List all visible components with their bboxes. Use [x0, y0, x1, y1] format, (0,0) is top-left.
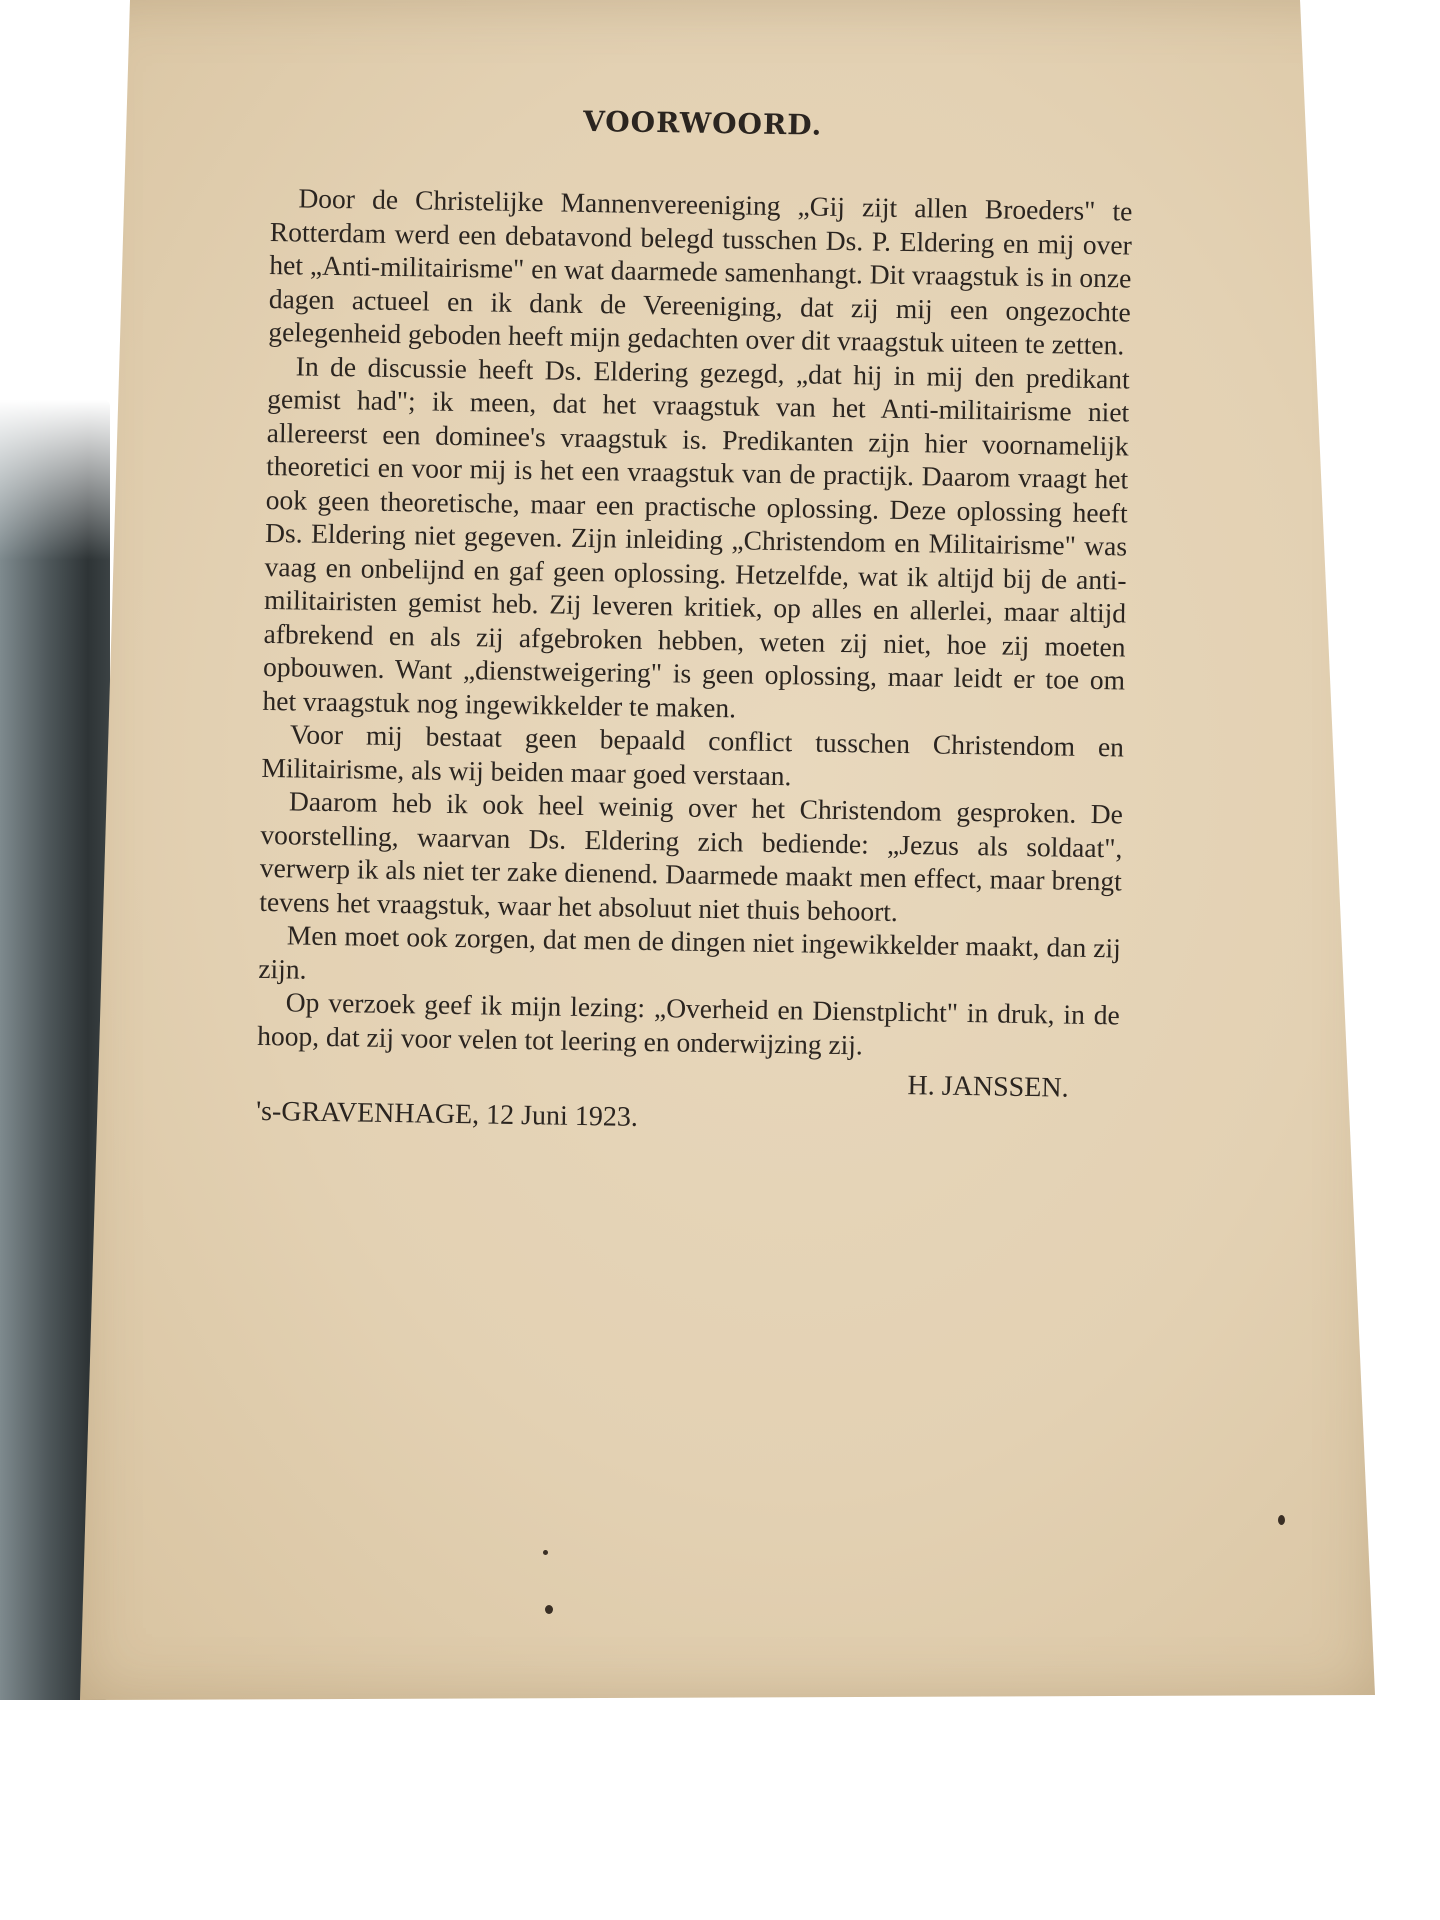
paragraph-3: Voor mij bestaat geen bepaald conflict tusschen Christendom en Militairisme, als wij beiden maar goed verstaan. — [261, 718, 1125, 791]
paragraph-4: Daarom heb ik ook heel weinig over het Christendom gesproken. De voorstelling, waarvan Ds. Eldering zich bediende: „Jezus als soldaat", verwerp ik als niet ter zake dienend. Daarmede maakt men effect, maar brengt tevens het vraagstuk, waar het absoluut niet thuis behoort. — [259, 785, 1124, 927]
paper-speck — [1278, 1515, 1285, 1525]
paragraph-2: In de discussie heeft Ds. Eldering gezegd, „dat hij in mij den predikant gemist had"; ik meen, dat het vraagstuk van het Anti-militairisme niet allereerst een dominee's vraagstuk is. Predikanten zijn hier voornamelijk theoretici en voor mij is het een vraagstuk van de practijk. Daarom vraagt het ook geen theoretische, maar een practische oplossing. Deze oplossing heeft Ds. Eldering niet gegeven. Zijn inleiding „Christendom en Militairisme" was vaag en onbelijnd en gaf geen oplossing. Hetzelfde, wat ik altijd bij de anti-militairisten gemist heb. Zij leveren kritiek, op alles en allerlei, maar altijd afbrekend en als zij afgebroken hebben, weten zij niet, hoe zij moeten opbouwen. Want „dienstweigering" is geen oplossing, maar leidt er toe om het vraagstuk nog ingewikkelder te maken. — [262, 349, 1130, 723]
paragraph-6: Op verzoek geef ik mijn lezing: „Overheid en Dienstplicht" in druk, in de hoop, dat zij voor velen tot leering en onderwijzing zij. — [257, 986, 1120, 1060]
author-signature: H. JANSSEN. — [907, 1070, 1069, 1104]
page-text — [256, 100, 1134, 1141]
paper-speck — [543, 1550, 548, 1555]
place-date: 's-GRAVENHAGE, 12 Juni 1923. — [255, 1095, 639, 1133]
page-title: VOORWOORD. — [582, 104, 823, 142]
paragraph-5: Men moet ook zorgen, dat men de dingen niet ingewikkelder maakt, dan zij zijn. — [258, 919, 1122, 985]
paragraph-1: Door de Christelijke Mannenvereeniging „Gij zijt allen Broeders" te Rotterdam werd een debatavond belegd tusschen Ds. P. Eldering en mij over het „Anti-militairisme" en wat daarmede samenhangt. Dit vraagstuk is in onze dagen actueel en ik dank de Vereeniging, dat zij mij een ongezochte gelegenheid geboden heeft mijn gedachten over dit vraagstuk uiteen te zetten. — [268, 182, 1133, 361]
paper-speck — [545, 1605, 553, 1614]
spine-fade — [0, 400, 110, 560]
